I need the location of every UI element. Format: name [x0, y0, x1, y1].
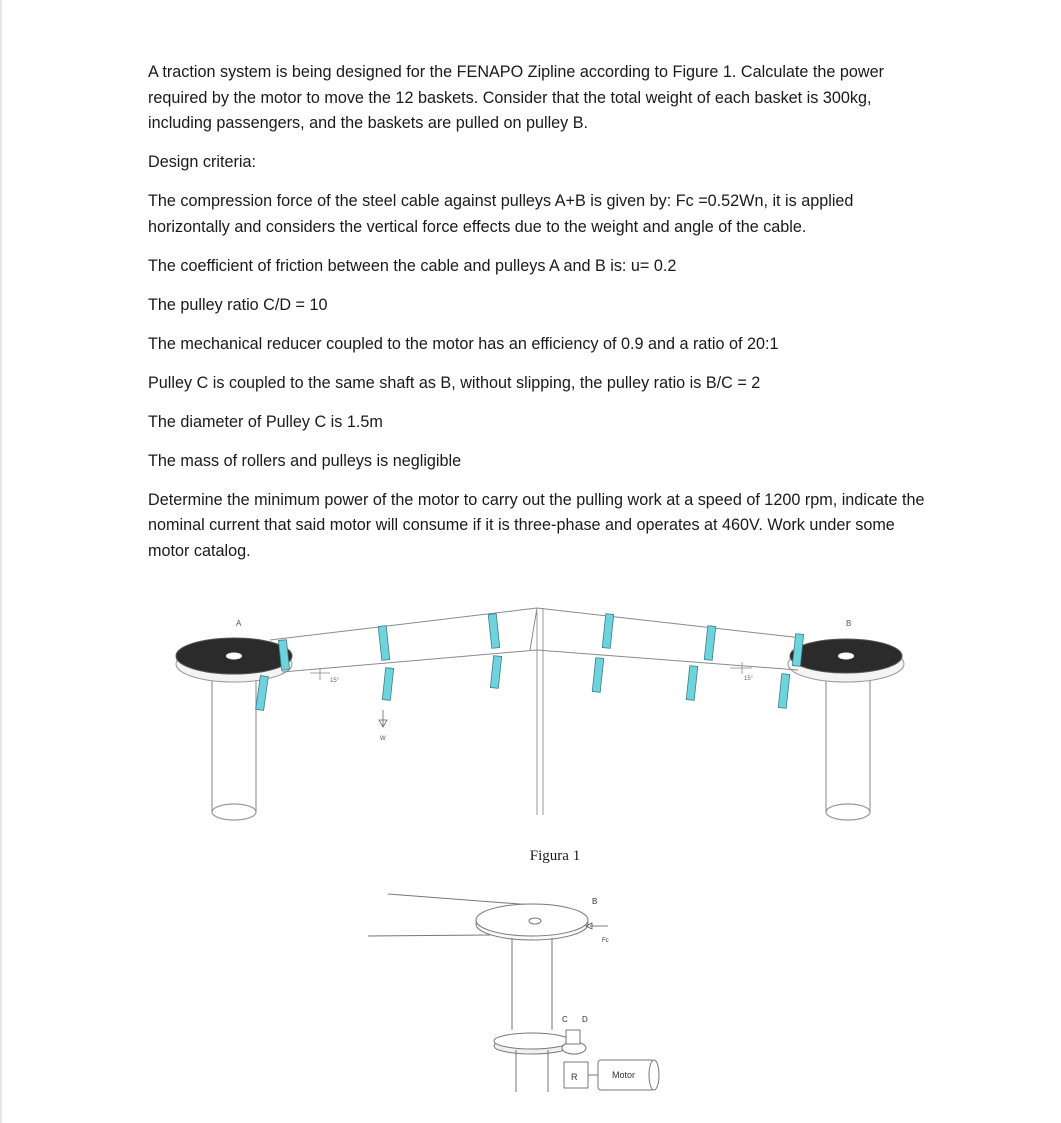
basket	[488, 614, 500, 649]
basket	[378, 626, 390, 661]
criterion-compression: The compression force of the steel cable against pulleys A+B is given by: Fc =0.52Wn, it is applied horizontally and considers the vertical force effects due to the weight and angle of the cable.	[148, 192, 854, 236]
angle-label-right: 15°	[744, 676, 754, 682]
pulley-b-top	[476, 904, 588, 936]
page-edge	[0, 0, 2, 1123]
criterion-diameter-c: The diameter of Pulley C is 1.5m	[148, 412, 383, 431]
pulley-b	[788, 639, 904, 682]
figure-1-zipline-diagram	[170, 600, 910, 830]
criterion-pulley-ratio-cd: The pulley ratio C/D = 10	[148, 295, 328, 314]
basket	[704, 626, 716, 661]
label-motor: Motor	[612, 1070, 636, 1080]
label-fc: Fc	[602, 938, 609, 944]
task-paragraph: Determine the minimum power of the motor to carry out the pulling work at a speed of 1200 rpm, indicate the nominal current that said motor will consume if it is three-phase and operates at 460V. Work under some motor catalog.	[148, 490, 925, 560]
criterion-friction: The coefficient of friction between the cable and pulleys A and B is: u= 0.2	[148, 256, 677, 275]
basket	[778, 674, 790, 709]
criterion-pulley-ratio-bc: Pulley C is coupled to the same shaft as B, without slipping, the pulley ratio is B/C = 2	[148, 373, 761, 392]
figure-2-drive-diagram	[360, 880, 680, 1095]
label-r: R	[571, 1072, 578, 1082]
basket	[490, 656, 501, 689]
gear-c-top	[494, 1033, 570, 1049]
criterion-reducer: The mechanical reducer coupled to the motor has an efficiency of 0.9 and a ratio of 20:1	[148, 334, 779, 353]
pole-b	[826, 672, 870, 820]
cables	[270, 608, 802, 672]
basket	[686, 666, 698, 701]
pole-a	[212, 672, 256, 820]
intro-paragraph: A traction system is being designed for the FENAPO Zipline according to Figure 1. Calculate the power required by the motor to move the 12 baskets. Consider that the total weight of each basket is 300kg, including passengers, and the baskets are pulled on pulley B.	[148, 63, 885, 132]
label-b-detail: B	[592, 897, 598, 906]
cable-lower	[368, 935, 490, 936]
gear-d-hub	[566, 1030, 580, 1044]
center-post	[537, 608, 543, 815]
basket	[592, 658, 604, 693]
label-a: A	[236, 619, 242, 628]
criterion-mass: The mass of rollers and pulleys is negligible	[148, 451, 462, 470]
angle-label-left: 15°	[330, 678, 340, 684]
label-c: C	[562, 1015, 568, 1024]
basket	[602, 614, 614, 649]
criteria-heading: Design criteria:	[148, 153, 256, 171]
problem-statement	[148, 60, 928, 578]
motor-endcap	[649, 1060, 659, 1090]
figure-1-caption: Figura 1	[529, 848, 581, 864]
label-w: W	[380, 736, 386, 742]
pulley-a	[176, 638, 292, 682]
basket	[382, 668, 393, 701]
label-b: B	[846, 619, 852, 628]
label-d: D	[582, 1015, 588, 1024]
